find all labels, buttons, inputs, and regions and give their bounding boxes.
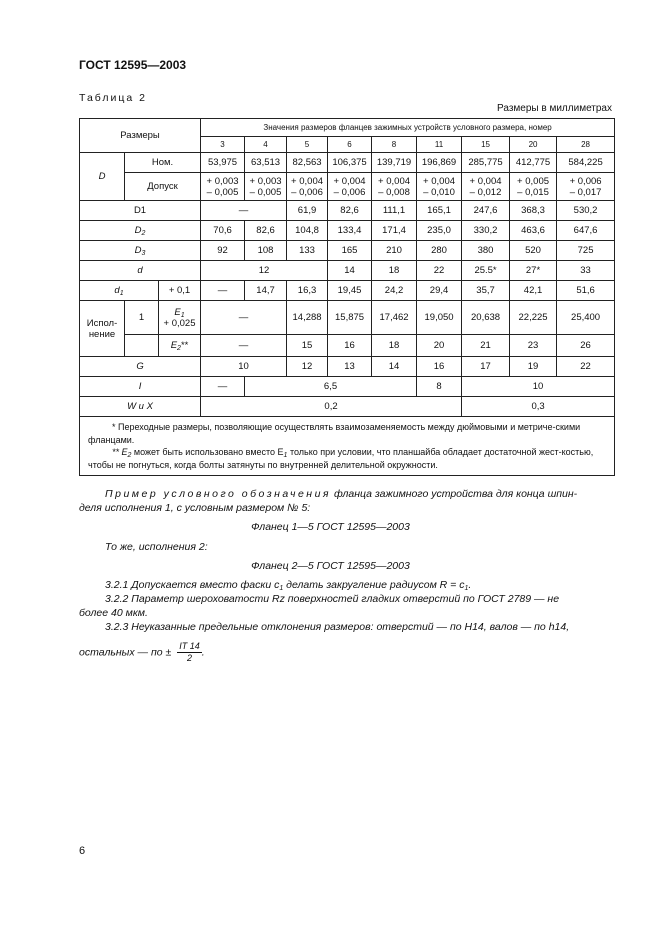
table-cell: 247,6: [462, 201, 510, 221]
row-label-G: G: [80, 357, 201, 377]
values-header: Значения размеров фланцев зажимных устройств условного размера, номер: [201, 119, 615, 137]
table-cell: 104,8: [287, 221, 328, 241]
table-cell: + 0,003 – 0,005: [201, 173, 245, 201]
table-cell: —: [201, 301, 287, 335]
table-cell: —: [201, 281, 245, 301]
table-cell: 19,45: [328, 281, 372, 301]
execution-variant: 1: [125, 301, 159, 335]
table-cell: 165: [328, 241, 372, 261]
table-cell: 368,3: [510, 201, 557, 221]
table-cell: 14: [372, 357, 417, 377]
table-cell: 16: [328, 335, 372, 357]
note-1: * Переходные размеры, позволяющие осуществлять взаимозаменяемость между дюймовыми и метриче-скими фланцами.: [88, 422, 581, 445]
designation-example-1: Фланец 1—5 ГОСТ 12595—2003: [251, 521, 410, 533]
size-8: 8: [372, 137, 417, 153]
table-cell: 22: [417, 261, 462, 281]
table-cell: 133: [287, 241, 328, 261]
table-cell: 61,9: [287, 201, 328, 221]
table-cell: 25,400: [557, 301, 615, 335]
note-2: ** $E_2$ может быть использовано вместо $E_1$ только при условии, что планшайба обладает достаточной жест-костью, чтобы не погнуться, когда болты затянуты по внутренней делительной окружности.: [88, 447, 594, 470]
table-cell: 19,050: [417, 301, 462, 335]
table-cell: + 0,004 – 0,010: [417, 173, 462, 201]
table-cell: + 0,005 – 0,015: [510, 173, 557, 201]
designation-example-2: Фланец 2—5 ГОСТ 12595—2003: [251, 560, 410, 572]
table-cell: 17,462: [372, 301, 417, 335]
row-label-WX: W и X: [80, 397, 201, 417]
table-cell: 27*: [510, 261, 557, 281]
table-cell: 18: [372, 335, 417, 357]
table-cell: 380: [462, 241, 510, 261]
table-cell: 16,3: [287, 281, 328, 301]
table-cell: 92: [201, 241, 245, 261]
table-cell: 14,7: [245, 281, 287, 301]
table-cell: 51,6: [557, 281, 615, 301]
table-cell: 20,638: [462, 301, 510, 335]
table-cell: + 0,004 – 0,008: [372, 173, 417, 201]
table-cell: 133,4: [328, 221, 372, 241]
table-cell: 29,4: [417, 281, 462, 301]
row-label-execution: Испол- нение: [80, 301, 125, 357]
table-cell: 82,563: [287, 153, 328, 173]
table-cell: 12: [201, 261, 328, 281]
table-cell: + 0,006 – 0,017: [557, 173, 615, 201]
table-cell: 22: [557, 357, 615, 377]
table-cell: 280: [417, 241, 462, 261]
row-label-D2: $D_2$: [80, 221, 201, 241]
table-cell: 584,225: [557, 153, 615, 173]
table-title: Таблица 2: [79, 92, 147, 104]
table-cell: 210: [372, 241, 417, 261]
E2-label: $E_2**$: [159, 335, 201, 357]
example-paragraph-line1: Пример условного обозначения фланца зажимного устройства для конца шпин-: [105, 488, 578, 500]
table-cell: 70,6: [201, 221, 245, 241]
size-20: 20: [510, 137, 557, 153]
table-cell: 63,513: [245, 153, 287, 173]
table-cell: 196,869: [417, 153, 462, 173]
example-paragraph-line2: деля исполнения 1, с условным размером № 5:: [79, 502, 311, 514]
table-cell: + 0,004 – 0,006: [328, 173, 372, 201]
standard-header: ГОСТ 12595—2003: [79, 58, 187, 72]
table-cell: 171,4: [372, 221, 417, 241]
table-cell: 35,7: [462, 281, 510, 301]
row-label-D: D: [80, 153, 125, 201]
table-cell: 13: [328, 357, 372, 377]
table-cell: 14,288: [287, 301, 328, 335]
table-cell: —: [201, 377, 245, 397]
table-cell: 82,6: [245, 221, 287, 241]
table-cell: 0,2: [201, 397, 462, 417]
table-cell: 15,875: [328, 301, 372, 335]
table-cell: 111,1: [372, 201, 417, 221]
table-cell: 235,0: [417, 221, 462, 241]
table-cell: + 0,004 – 0,006: [287, 173, 328, 201]
size-3: 3: [201, 137, 245, 153]
table-cell: + 0,004 – 0,012: [462, 173, 510, 201]
table-cell: 12: [287, 357, 328, 377]
d1-tolerance: + 0,1: [159, 281, 201, 301]
row-label-D1: D1: [80, 201, 201, 221]
size-6: 6: [328, 137, 372, 153]
table-cell: 139,719: [372, 153, 417, 173]
clause-3-2-3-line1: 3.2.3 Неуказанные предельные отклонения размеров: отверстий — по Н14, валов — по h14,: [105, 621, 570, 633]
table-cell: 647,6: [557, 221, 615, 241]
table-cell: 6,5: [245, 377, 417, 397]
table-cell: 25.5*: [462, 261, 510, 281]
size-15: 15: [462, 137, 510, 153]
table-cell: 14: [328, 261, 372, 281]
table-cell: 725: [557, 241, 615, 261]
table-cell: 42,1: [510, 281, 557, 301]
E1-label: $E_1$ + 0,025: [159, 301, 201, 335]
table-cell: 15: [287, 335, 328, 357]
size-4: 4: [245, 137, 287, 153]
execution-variant-blank: [125, 335, 159, 357]
size-28: 28: [557, 137, 615, 153]
table-cell: 33: [557, 261, 615, 281]
table-cell: 330,2: [462, 221, 510, 241]
table-cell: 18: [372, 261, 417, 281]
size-11: 11: [417, 137, 462, 153]
table-cell: 24,2: [372, 281, 417, 301]
table-cell: 82,6: [328, 201, 372, 221]
table-cell: 26: [557, 335, 615, 357]
table-cell: 0,3: [462, 397, 615, 417]
clause-3-2-3-line2: остальных — по ± $\frac{IT 14}{2}$ .: [79, 641, 205, 663]
clause-3-2-2-line1: 3.2.2 Параметр шероховатости Rz поверхностей гладких отверстий по ГОСТ 2789 — не: [105, 593, 560, 605]
table-cell: 10: [201, 357, 287, 377]
size-5: 5: [287, 137, 328, 153]
size-header: Размеры: [80, 119, 201, 153]
table-cell: 23: [510, 335, 557, 357]
D-nom-label: Ном.: [125, 153, 201, 173]
table-cell: 21: [462, 335, 510, 357]
table-cell: 10: [462, 377, 615, 397]
row-label-I: I: [80, 377, 201, 397]
table-cell: 8: [417, 377, 462, 397]
row-label-d: d: [80, 261, 201, 281]
table-notes: [80, 417, 615, 476]
table-cell: 165,1: [417, 201, 462, 221]
row-label-d1: $d_1$: [80, 281, 159, 301]
same-execution-2-text: То же, исполнения 2:: [105, 541, 208, 553]
D-tol-label: Допуск: [125, 173, 201, 201]
table-cell: 530,2: [557, 201, 615, 221]
dimensions-table: [79, 118, 615, 476]
table-cell: 20: [417, 335, 462, 357]
clause-3-2-2-line2: более 40 мкм.: [79, 607, 148, 619]
table-cell: + 0,003 – 0,005: [245, 173, 287, 201]
table-cell: —: [201, 335, 287, 357]
table-cell: 520: [510, 241, 557, 261]
row-label-D3: $D_3$: [80, 241, 201, 261]
page-number: 6: [79, 845, 86, 857]
table-cell: 463,6: [510, 221, 557, 241]
clause-3-2-1: 3.2.1 Допускается вместо фаски $с_1$ делать закругление радиусом $R = с_1$.: [105, 579, 472, 592]
fraction-it14-over-2: $\frac{IT 14}{2}$: [179, 641, 200, 663]
table-cell: 53,975: [201, 153, 245, 173]
table-cell: 106,375: [328, 153, 372, 173]
table-cell: 19: [510, 357, 557, 377]
table-cell: 285,775: [462, 153, 510, 173]
units-caption: Размеры в миллиметрах: [497, 103, 612, 114]
table-cell: 22,225: [510, 301, 557, 335]
table-cell: 108: [245, 241, 287, 261]
table-cell: 17: [462, 357, 510, 377]
table-cell: 412,775: [510, 153, 557, 173]
table-cell: 16: [417, 357, 462, 377]
table-cell: —: [201, 201, 287, 221]
